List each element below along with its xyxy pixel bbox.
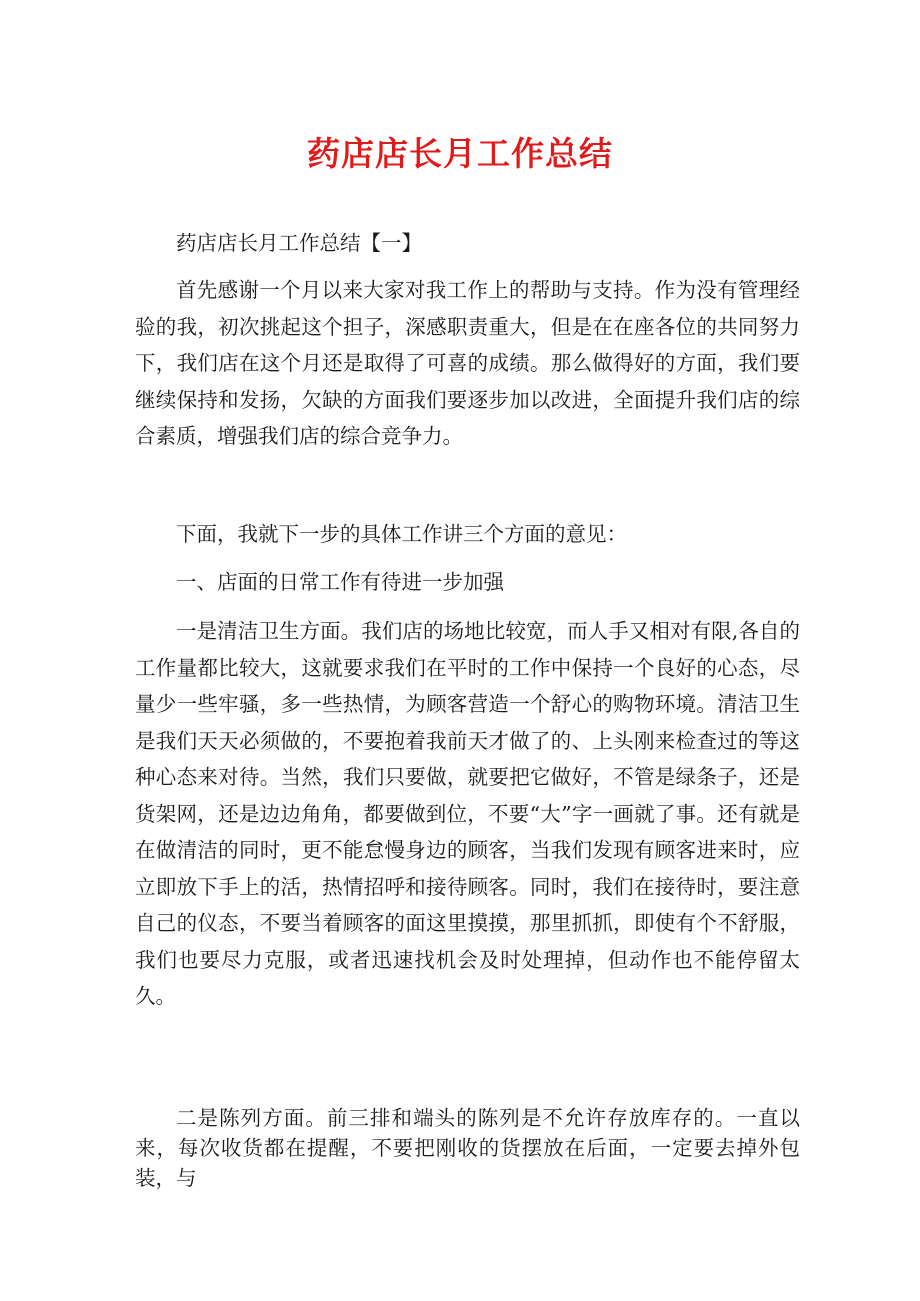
display-paragraph: 二是陈列方面。前三排和端头的陈列是不允许存放库存的。一直以来，每次收货都在提醒，不要把刚收的货摆放在后面，一定要去掉外包装，与 [135,1106,800,1190]
intro-paragraph: 首先感谢一个月以来大家对我工作上的帮助与支持。作为没有管理经验的我，初次挑起这个担子，深感职责重大，但是在在座各位的共同努力下，我们店在这个月还是取得了可喜的成绩。那么做得好的方面，我们要继续保持和发扬，欠缺的方面我们要逐步加以改进，全面提升我们店的综合素质，增强我们店的综合竞争力。 [135,278,800,448]
subheading-daily-work: 一、店面的日常工作有待进一步加强 [176,570,504,594]
cleaning-paragraph: 一是清洁卫生方面。我们店的场地比较宽，而人手又相对有限,各自的工作量都比较大，这就要求我们在平时的工作中保持一个良好的心态，尽量少一些牢骚，多一些热情，为顾客营造一个舒心的购物环境。清洁卫生是我们天天必须做的，不要抱着我前天才做了的、上头刚来检查过的等这种心态来对待。当然，我们只要做，就要把它做好，不管是绿条子，还是货架网，还是边边角角，都要做到位，不要“大”字一画就了事。还有就是在做清洁的同时，更不能怠慢身边的顾客，当我们发现有顾客进来时，应立即放下手上的活，热情招呼和接待顾客。同时，我们在接待时，要注意自己的仪态，不要当着顾客的面这里摸摸，那里抓抓，即使有个不舒服，我们也要尽力克服，或者迅速找机会及时处理掉，但动作也不能停留太久。 [135,619,800,1008]
document-title: 药店店长月工作总结 [307,134,613,173]
section-heading-one: 药店店长月工作总结【一】 [176,231,422,255]
outline-paragraph: 下面，我就下一步的具体工作讲三个方面的意见： [176,522,627,546]
